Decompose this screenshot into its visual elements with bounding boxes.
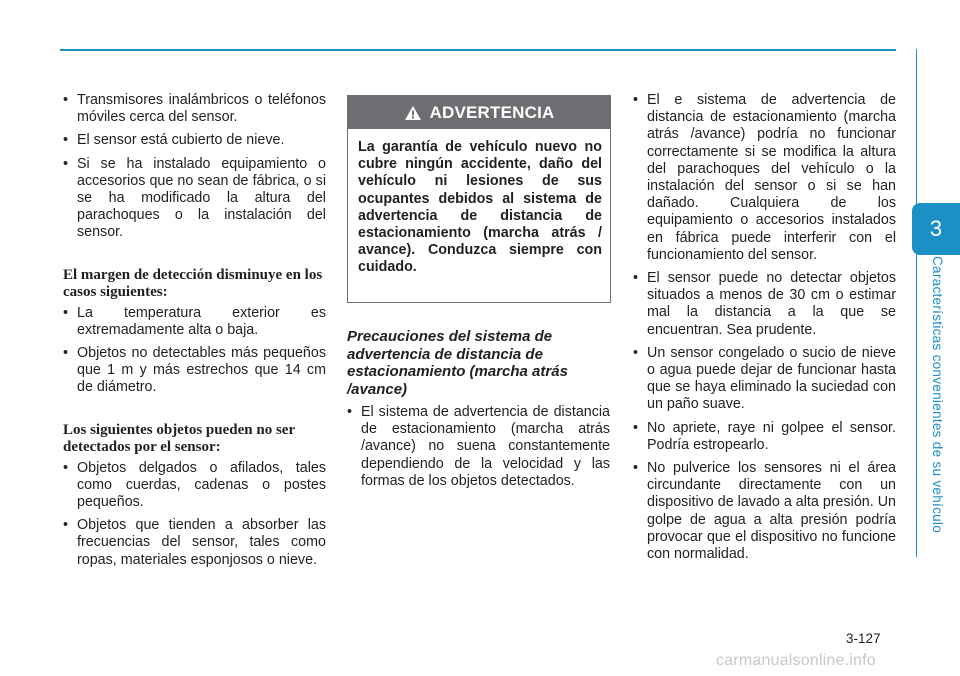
warning-text: La garantía de vehículo nuevo no cubre ningún accidente, daño del vehículo ni lesiones de sus ocupantes debidos al sistema de advertencia de distancia de estacionamiento (marcha atrás / avance). Conduzca siempre con cuidado. — [358, 139, 602, 276]
warning-triangle-icon — [404, 105, 422, 121]
list-item: • Un sensor congelado o sucio de nieve o agua puede dejar de funcionar hasta que se haya eliminado la suciedad con un paño suave. — [633, 345, 896, 414]
list-item: • Objetos que tienden a absorber las frecuencias del sensor, tales como ropas, materiales esponjosos o nieve. — [63, 517, 326, 569]
intro-list — [63, 92, 326, 242]
page-number: 3-127 — [846, 631, 881, 646]
column-middle — [347, 328, 610, 496]
list-item: • No apriete, raye ni golpee el sensor. Podría estropearlo. — [633, 420, 896, 454]
watermark: carmanualsonline.info — [716, 652, 876, 669]
sensor-notes-list — [633, 92, 896, 563]
list-item: • Objetos delgados o afilados, tales como cuerdas, cadenas o postes pequeños. — [63, 460, 326, 512]
precautions-heading: Precauciones del sistema de advertencia de distancia de estacionamiento (marcha atrás /avance) — [347, 328, 568, 398]
warning-header — [348, 96, 610, 129]
section-heading-detection-margin: El margen de detección disminuye en los casos siguientes: — [63, 266, 323, 300]
detection-margin-list — [63, 305, 326, 397]
list-item: • El e sistema de advertencia de distancia de estacionamiento (marcha atrás /avance) podría no funcionar correctamente si se modifica la altura del parachoques del vehículo o la instalación del sensor o si se han dañado. Cualquiera de los equipamiento o accesorios instalados en fábrica puede interferir con el funcionamiento del sensor. — [633, 92, 896, 264]
precautions-list — [347, 404, 610, 490]
list-item: • El sensor está cubierto de nieve. — [63, 132, 326, 149]
warning-box — [347, 95, 611, 303]
section-heading-undetected-objects: Los siguientes objetos pueden no ser detectados por el sensor: — [63, 421, 295, 455]
list-item: • El sistema de advertencia de distancia de estacionamiento (marcha atrás /avance) no suena constantemente dependiendo de la velocidad y las formas de los objetos detectados. — [347, 404, 610, 490]
column-left — [63, 92, 326, 575]
side-rule — [916, 49, 917, 557]
chapter-number-tab: 3 — [912, 203, 960, 255]
list-item: • No pulverice los sensores ni el área circundante directamente con un dispositivo de lavado a alta presión. Un golpe de agua a alta presión podría provocar que el dispositivo no funcione con normalidad. — [633, 460, 896, 563]
list-item: • El sensor puede no detectar objetos situados a menos de 30 cm o estimar mal la distancia a la que se encuentran. Sea prudente. — [633, 270, 896, 339]
column-right — [633, 92, 896, 569]
warning-title: ADVERTENCIA — [429, 102, 555, 122]
undetected-objects-list — [63, 460, 326, 569]
chapter-title: Características convenientes de su vehículo — [930, 256, 945, 534]
list-item: • Objetos no detectables más pequeños que 1 m y más estrechos que 14 cm de diámetro. — [63, 345, 326, 397]
list-item: • Transmisores inalámbricos o teléfonos móviles cerca del sensor. — [63, 92, 326, 126]
list-item: • Si se ha instalado equipamiento o accesorios que no sean de fábrica, o si se ha modificado la altura del parachoques o la instalación del sensor. — [63, 156, 326, 242]
header-rule — [60, 49, 896, 51]
list-item: • La temperatura exterior es extremadamente alta o baja. — [63, 305, 326, 339]
